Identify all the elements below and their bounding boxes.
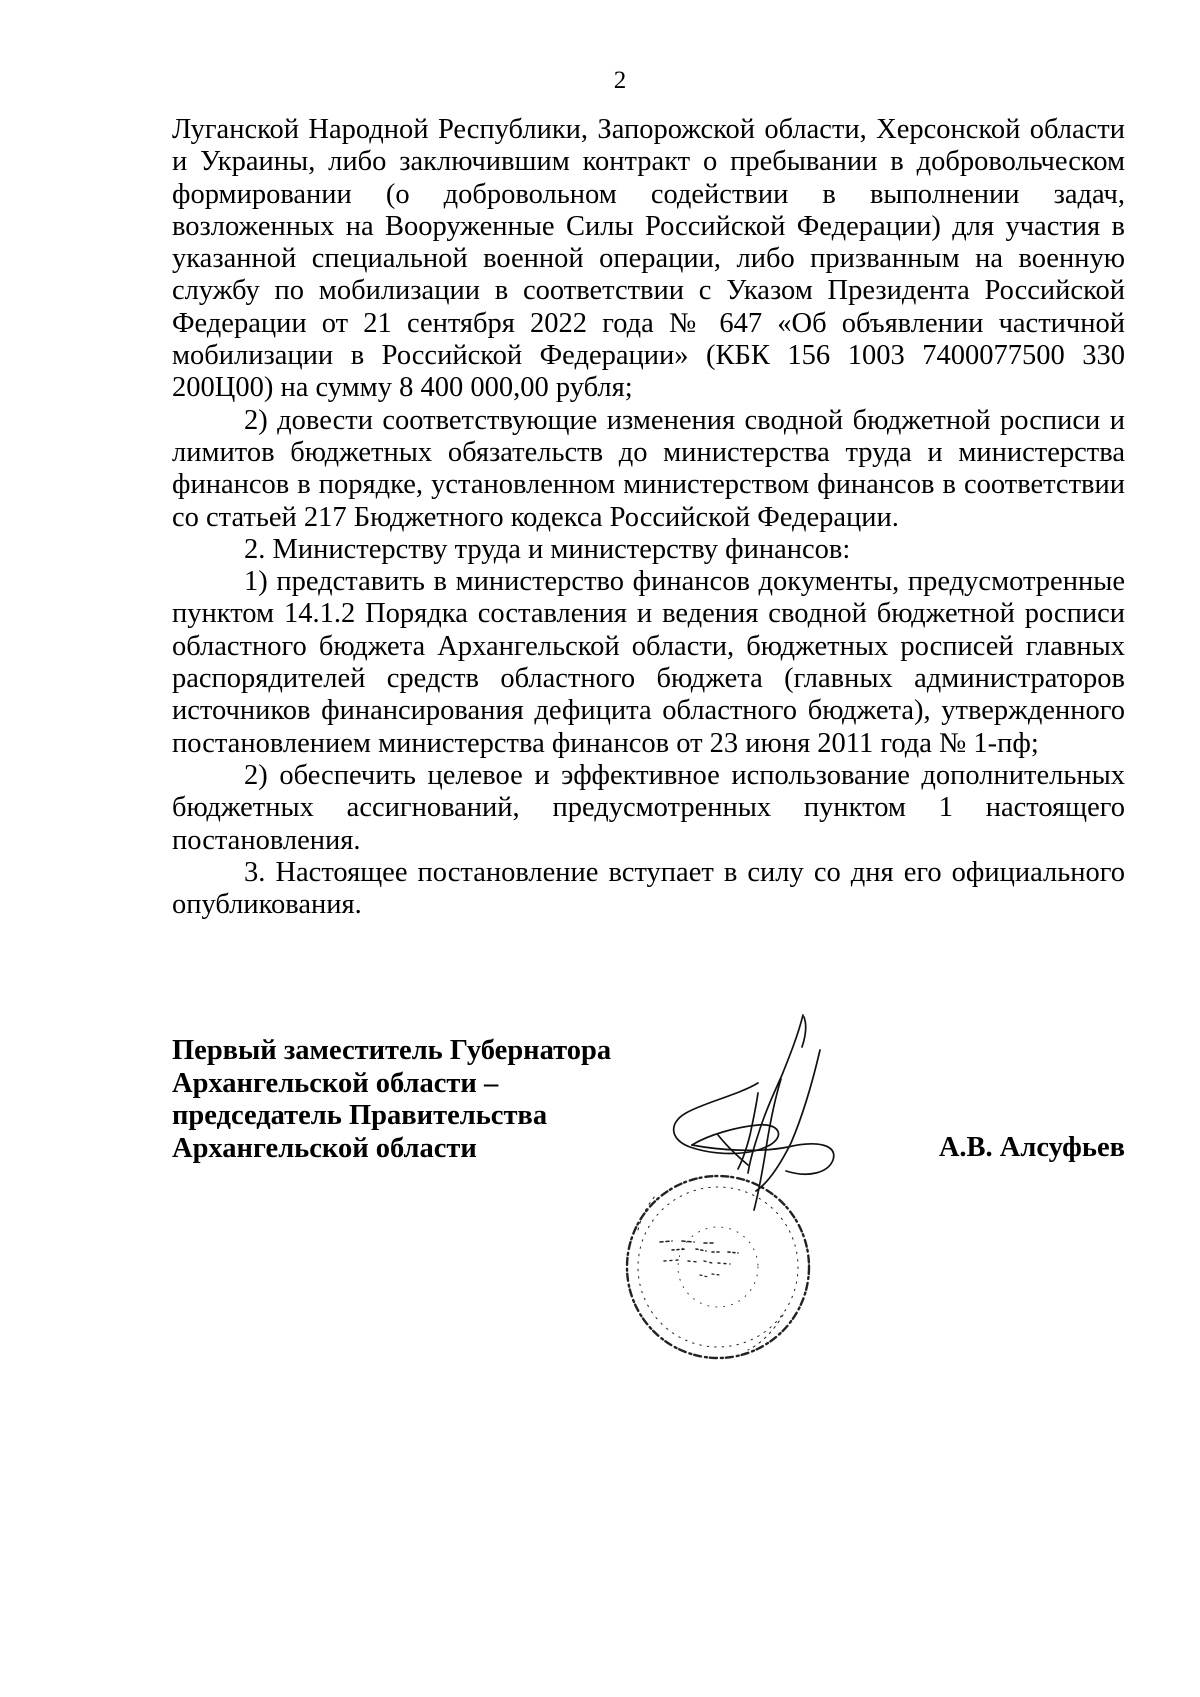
paragraph-item-2-2: 2) обеспечить целевое и эффективное использование дополнительных бюджетных ассигнований, предусмотренных пунктом 1 настоящего постановления. bbox=[172, 759, 1125, 856]
paragraph-item-2-1: 1) представить в министерство финансов документы, предусмотренные пунктом 14.1.2 Порядка составления и ведения сводной бюджетной росписи областного бюджета Архангельской области, бюджетных росписей главных распорядителей средств областного бюджета (главных администраторов источников финансирования дефицита областного бюджета), утвержденного постановлением министерства финансов от 23 июня 2011 года № 1-пф; bbox=[172, 566, 1125, 759]
signatory-title-line: председатель Правительства bbox=[172, 1100, 548, 1131]
paragraph-item-1-2: 2) довести соответствующие изменения сводной бюджетной росписи и лимитов бюджетных обязательств до министерства труда и министерства финансов в порядке, установленном министерством финансов в соответствии со статьей 217 Бюджетного кодекса Российской Федерации. bbox=[172, 404, 1125, 533]
seal-and-signature bbox=[608, 995, 908, 1365]
signatory-name: А.В. Алсуфьев bbox=[938, 1132, 1125, 1163]
seal-and-signature-graphic bbox=[608, 995, 908, 1365]
paragraph-continuation: Луганской Народной Республики, Запорожской области, Херсонской области и Украины, либо заключившим контракт о пребывании в добровольческом формировании (о добровольном содействии в выполнении задач, возложенных на Вооруженные Силы Российской Федерации) для участия в указанной специальной военной операции, либо призванным на военную службу по мобилизации в соответствии с Указом Президента Российской Федерации от 21 сентября 2022 года № 647 «Об объявлении частичной мобилизации в Российской Федерации» (КБК 156 1003 7400077500 330 200Ц00) на сумму 8 400 000,00 рубля; bbox=[172, 114, 1125, 404]
page-number: 2 bbox=[613, 67, 627, 94]
handwritten-signature bbox=[674, 1015, 834, 1210]
document-body bbox=[172, 114, 1125, 921]
official-seal bbox=[627, 1176, 809, 1358]
signatory-title-line: Первый заместитель Губернатора bbox=[172, 1035, 612, 1066]
signatory-title bbox=[172, 1035, 611, 1165]
paragraph-section-3: 3. Настоящее постановление вступает в силу со дня его официального опубликования. bbox=[172, 856, 1125, 921]
signatory-title-line: Архангельской области – bbox=[172, 1067, 499, 1099]
paragraph-section-2: 2. Министерству труда и министерству финансов: bbox=[244, 533, 851, 565]
signatory-title-line: Архангельской области bbox=[172, 1132, 477, 1164]
